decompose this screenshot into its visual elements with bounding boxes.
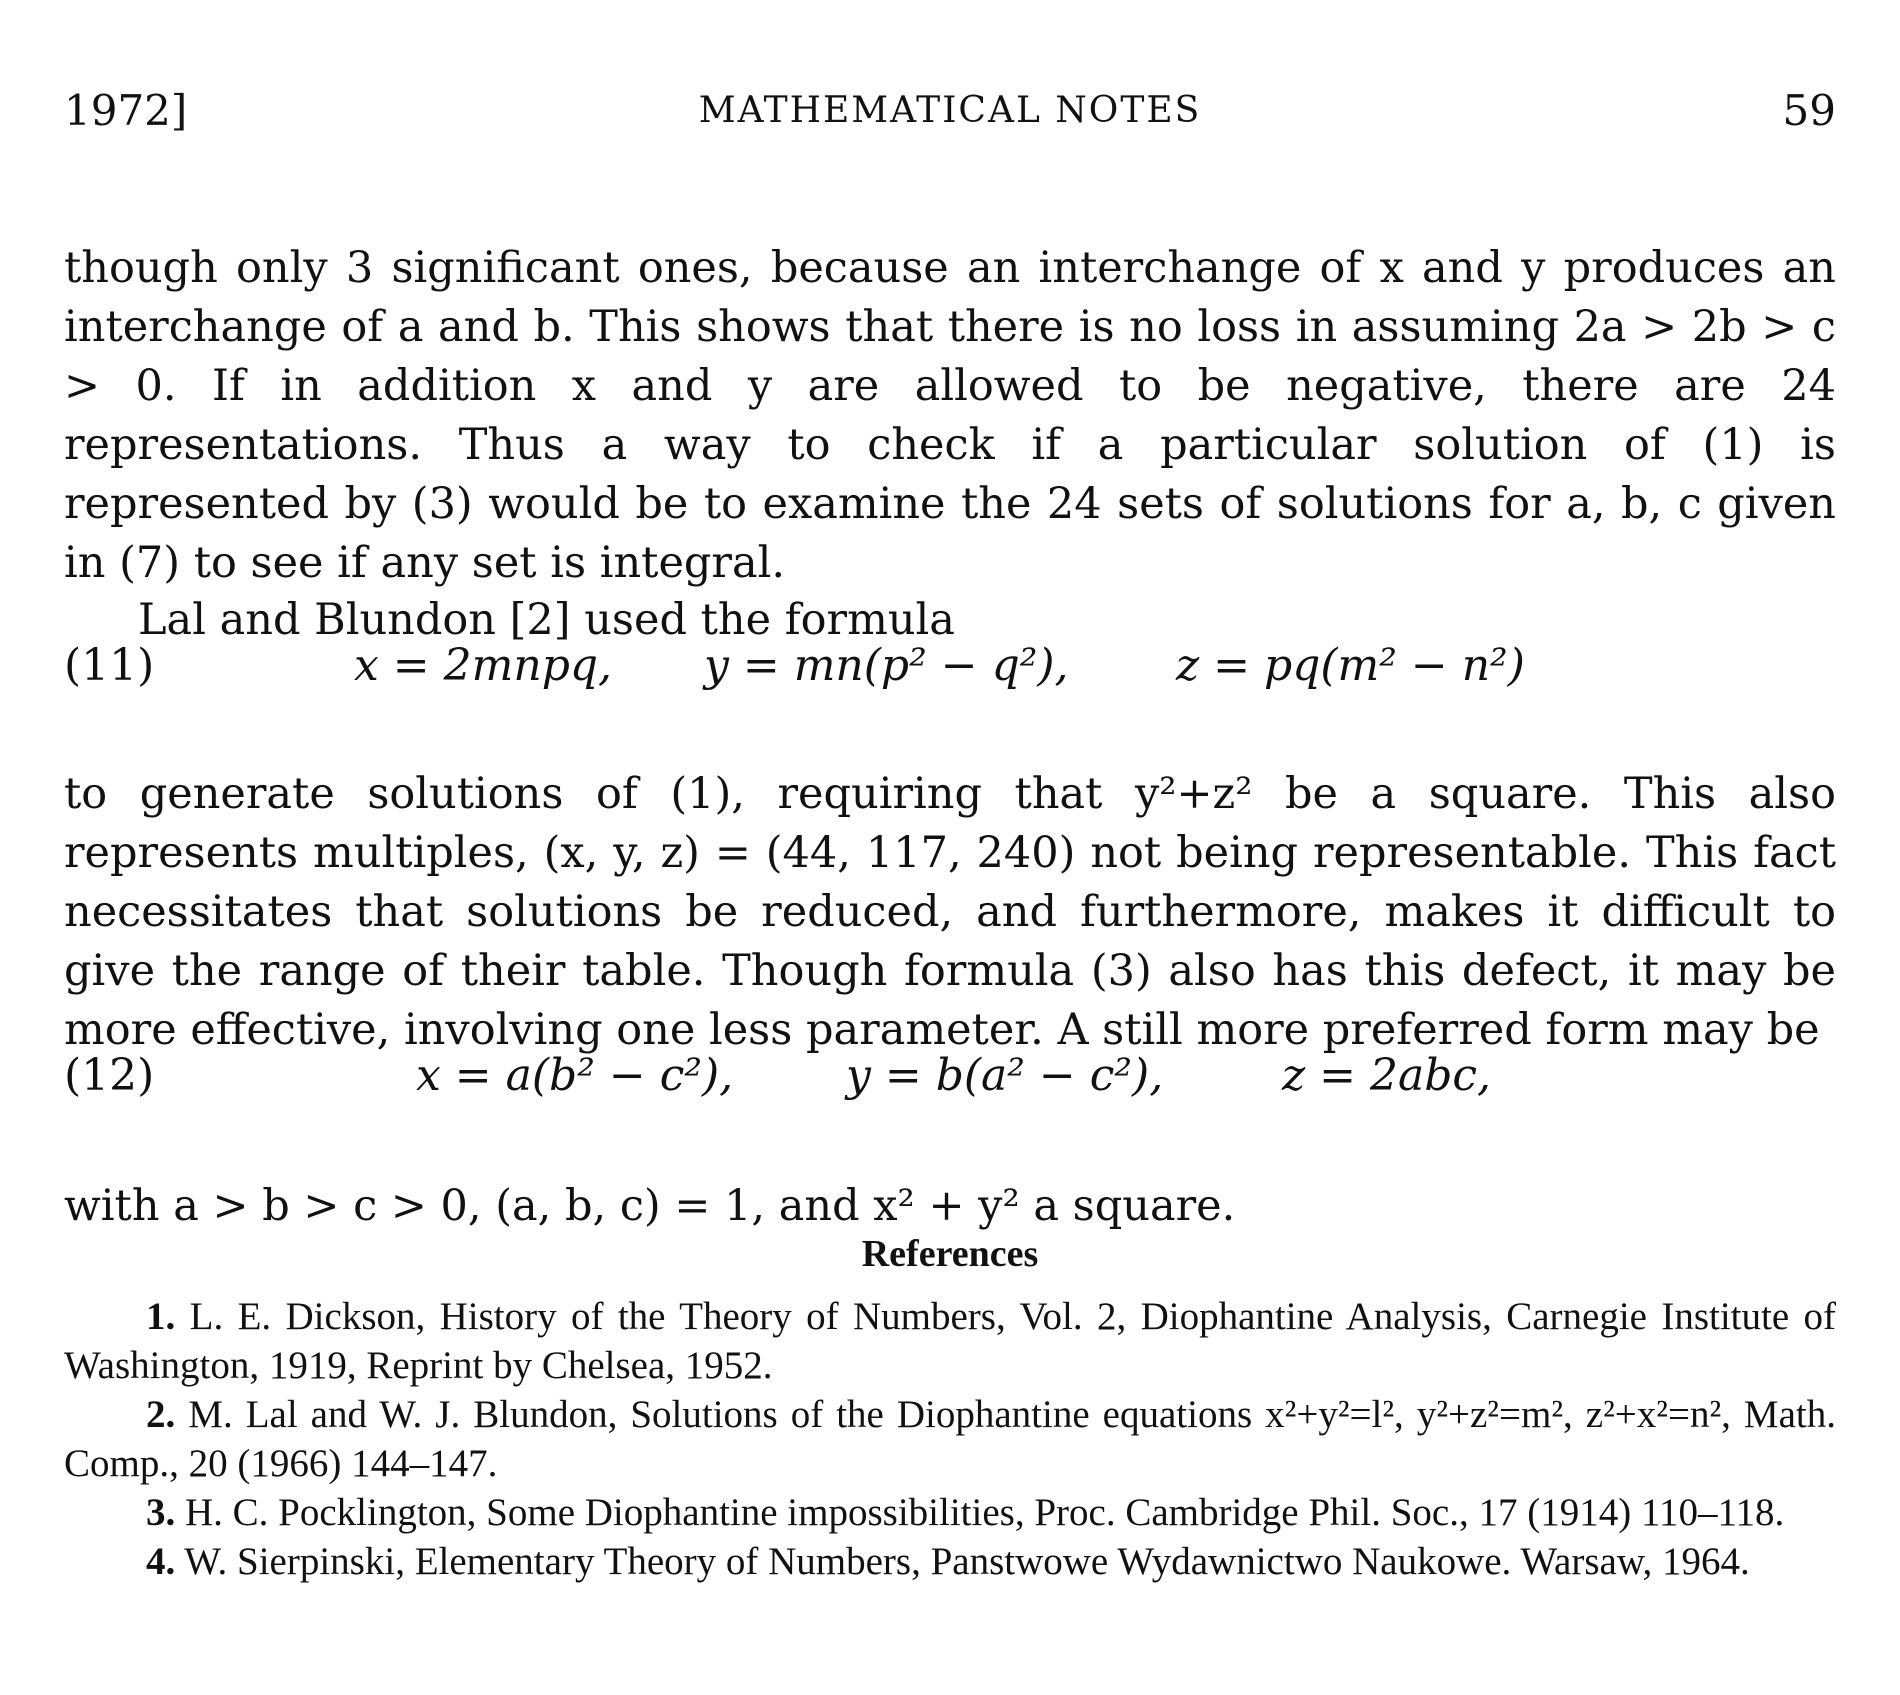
paragraph-conditions: with a > b > c > 0, (a, b, c) = 1, and x² + y² a square. [64,1181,1236,1231]
equation-z: z = pq(m² − n²) [1176,640,1525,691]
reference-number: 4. [146,1540,176,1583]
equation-y: y = mn(p² − q²), [704,640,1069,691]
header-year: 1972] [64,86,188,135]
paragraph-lal-blundon: Lal and Blundon [2] used the formula [138,595,955,645]
references-list [64,1292,1836,1586]
equation-11 [64,640,1836,700]
reference-text: W. Sierpinski, Elementary Theory of Numbers, Panstwowe Wydawnictwo Naukowe. Warsaw, 1964. [184,1540,1750,1583]
equation-x: x = 2mnpq, [354,640,613,691]
reference-number: 1. [146,1295,176,1338]
equation-x: x = a(b² − c²), [416,1050,734,1101]
reference-item [64,1292,1836,1390]
references-heading: References [861,1233,1039,1275]
equation-y: y = b(a² − c²), [846,1050,1164,1101]
header-journal-title: MATHEMATICAL NOTES [698,90,1202,131]
reference-item [64,1390,1836,1488]
reference-text: L. E. Dickson, History of the Theory of Numbers, Vol. 2, Diophantine Analysis, Carnegie Institute of Washington, 1919, Reprint by Chelsea, 1952. [64,1295,1837,1387]
reference-item [64,1537,1836,1586]
reference-item [64,1488,1836,1537]
reference-text: H. C. Pocklington, Some Diophantine impossibilities, Proc. Cambridge Phil. Soc., 17 (1914) 110–118. [185,1491,1785,1534]
reference-number: 2. [146,1393,176,1436]
equation-number: (11) [64,640,155,691]
running-header [64,86,1836,136]
equation-number: (12) [64,1050,155,1101]
reference-text: M. Lal and W. J. Blundon, Solutions of the Diophantine equations x²+y²=l², y²+z²=m², z²+x²=n², Math. Comp., 20 (1966) 144–147. [64,1393,1836,1485]
reference-number: 3. [146,1491,176,1534]
header-page-number: 59 [1782,86,1836,135]
paragraph-representations: though only 3 significant ones, because an interchange of x and y produces an interchange of a and b. This shows that there is no loss in assuming 2a > 2b > c > 0. If in addition x and y are allowed to be negative, there are 24 representations. Thus a way to check if a particular solution of (1) is represented by (3) would be to examine the 24 sets of solutions for a, b, c given in (7) to see if any set is integral. [64,243,1836,588]
equation-12 [64,1050,1836,1110]
paragraph-generate-solutions: to generate solutions of (1), requiring that y²+z² be a square. This also represents multiples, (x, y, z) = (44, 117, 240) not being representable. This fact necessitates that solutions be reduced, and furthermore, makes it difficult to give the range of their table. Though formula (3) also has this defect, it may be more effective, involving one less parameter. A still more preferred form may be [64,769,1836,1055]
equation-z: z = 2abc, [1282,1050,1492,1101]
